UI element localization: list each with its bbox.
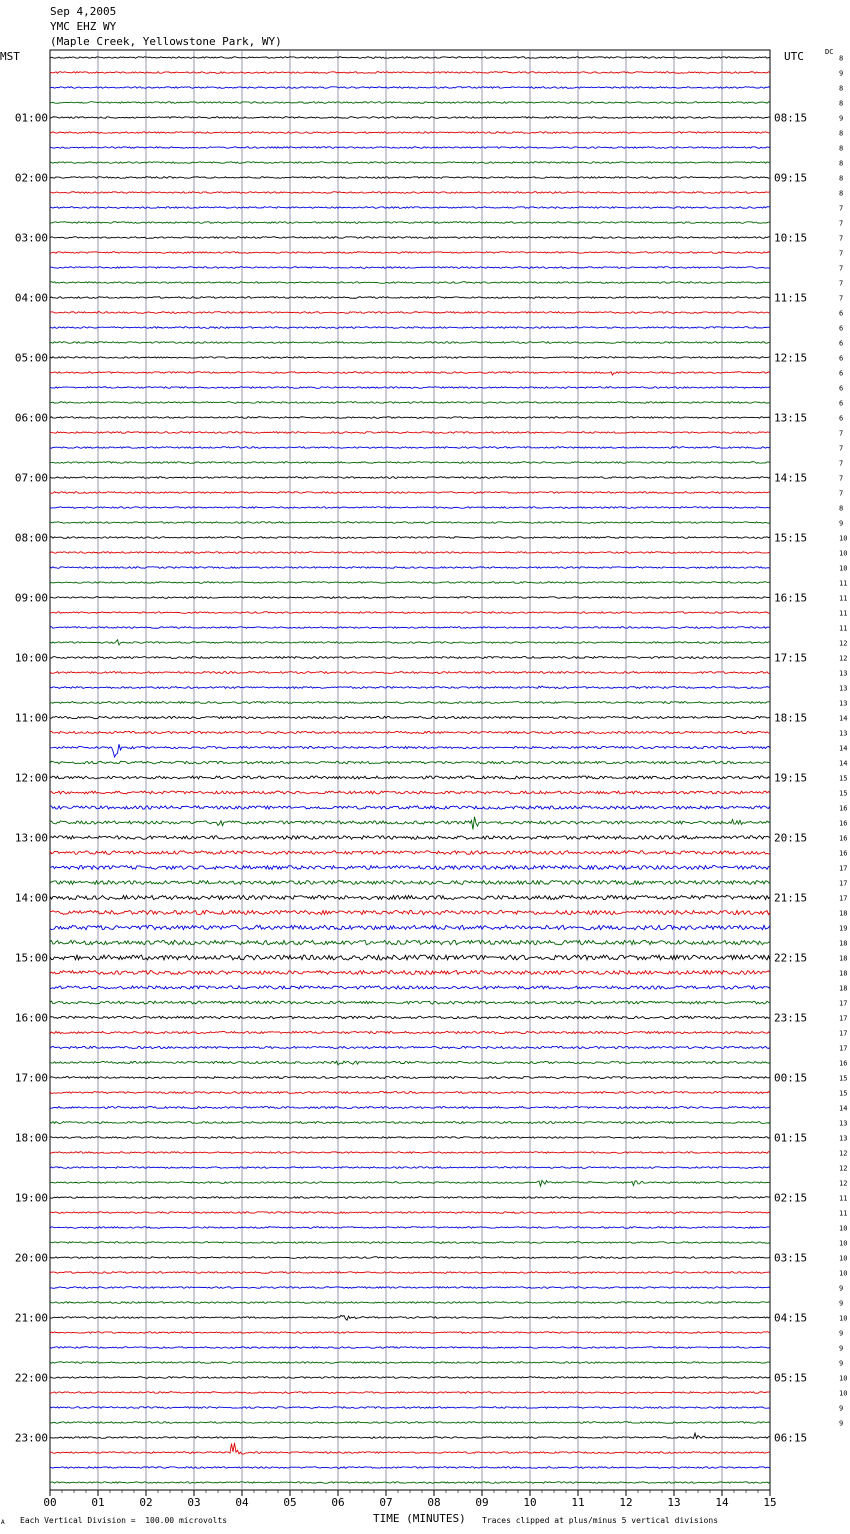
trace-line [50,640,770,645]
x-tick-label: 10 [523,1496,537,1509]
trace-line [50,537,770,539]
dc-offset-label: 6 [839,414,844,423]
mst-hour-label: 16:00 [14,1011,48,1025]
dc-offset-label: 19 [839,924,848,933]
trace-line [50,432,770,434]
trace-line [50,940,770,944]
trace-line [50,462,770,464]
dc-offset-label: 9 [839,69,844,78]
dc-offset-label: 9 [839,1344,844,1353]
dc-offset-label: 15 [839,1074,848,1083]
dc-offset-label: 6 [839,339,844,348]
dc-offset-label: 12 [839,654,848,663]
utc-hour-label: 18:15 [774,711,808,725]
dc-offset-label: 16 [839,819,848,828]
trace-line [50,1031,770,1033]
utc-hour-label: 19:15 [774,771,808,785]
dc-offset-label: 7 [839,489,844,498]
trace-line [50,1122,770,1124]
dc-offset-label: 6 [839,309,844,318]
dc-offset-label: 11 [839,609,848,618]
trace-line [50,492,770,494]
station-location: (Maple Creek, Yellowstone Park, WY) [50,35,282,48]
trace-line [50,372,770,375]
trace-line [50,776,770,779]
mst-hour-label: 12:00 [14,771,48,785]
dc-offset-label: 10 [839,1314,848,1323]
x-axis-title: TIME (MINUTES) [373,1512,466,1525]
dc-offset-label: 9 [839,1299,844,1308]
trace-line [50,1167,770,1169]
trace-line [50,87,770,89]
trace-line [50,177,770,179]
trace-line [50,207,770,209]
utc-hour-label: 04:15 [774,1311,808,1325]
dc-offset-label: 10 [839,564,848,573]
x-tick-label: 08 [427,1496,441,1509]
dc-offset-label: 9 [839,1329,844,1338]
dc-offset-label: 7 [839,249,844,258]
x-tick-label: 03 [187,1496,201,1509]
dc-offset-label: 11 [839,624,848,633]
trace-line [50,925,770,929]
dc-offset-label: 10 [839,1239,848,1248]
trace-line [50,312,770,314]
dc-offset-label: 7 [839,429,844,438]
trace-line [50,761,770,764]
dc-offset-label: 8 [839,84,844,93]
dc-offset-label: 9 [839,1284,844,1293]
dc-offset-label: 9 [839,1404,844,1413]
trace-line [50,1443,770,1454]
x-tick-label: 01 [91,1496,105,1509]
trace-line [50,57,770,59]
utc-hour-label: 23:15 [774,1011,808,1025]
dc-offset-label: 7 [839,279,844,288]
mst-hour-label: 09:00 [14,591,48,605]
utc-hour-label: 21:15 [774,891,808,905]
trace-line [50,1137,770,1139]
record-date: Sep 4,2005 [50,5,117,18]
dc-offset-label: 15 [839,789,848,798]
trace-line [50,1392,770,1394]
dc-offset-label: 13 [839,1134,848,1143]
trace-line [50,1302,770,1304]
x-tick-label: 12 [619,1496,633,1509]
dc-offset-label: 11 [839,1209,848,1218]
x-tick-label: 05 [283,1496,297,1509]
trace-line [50,866,770,870]
trace-line [50,387,770,389]
dc-offset-label: 11 [839,1194,848,1203]
dc-offset-label: 12 [839,1164,848,1173]
trace-line [50,1212,770,1214]
x-tick-label: 11 [571,1496,585,1509]
utc-hour-label: 01:15 [774,1131,808,1145]
trace-line [50,1482,770,1484]
mst-hour-label: 20:00 [14,1251,48,1265]
clipping-note: Traces clipped at plus/minus 5 vertical divisions [482,1516,719,1525]
dc-offset-label: 7 [839,204,844,213]
trace-line [50,1257,770,1259]
dc-offset-label: 6 [839,354,844,363]
mst-hour-label: 18:00 [14,1131,48,1145]
trace-line [50,731,770,733]
utc-hour-label: 16:15 [774,591,808,605]
trace-line [50,971,770,975]
trace-line [50,1467,770,1469]
mst-hour-label: 11:00 [14,711,48,725]
dc-offset-label: 8 [839,159,844,168]
trace-line [50,1272,770,1274]
trace-line [50,447,770,449]
trace-line [50,72,770,74]
mst-hour-label: 10:00 [14,651,48,665]
dc-offset-label: 10 [839,1224,848,1233]
mst-hour-label: 22:00 [14,1371,48,1385]
trace-line [50,162,770,164]
trace-line [50,1077,770,1079]
mst-hour-label: 14:00 [14,891,48,905]
dc-offset-label: 13 [839,684,848,693]
dc-offset-label: 10 [839,1374,848,1383]
mst-hour-label: 21:00 [14,1311,48,1325]
dc-offset-label: 8 [839,129,844,138]
dc-offset-label: 7 [839,474,844,483]
trace-line [50,297,770,299]
x-tick-label: 09 [475,1496,489,1509]
trace-line [50,582,770,584]
mst-hour-label: 05:00 [14,351,48,365]
dc-offset-label: 14 [839,759,848,768]
trace-line [50,1242,770,1244]
trace-line [50,672,770,674]
left-timezone-label: MST [0,50,20,63]
trace-line [50,1377,770,1379]
mst-hour-label: 15:00 [14,951,48,965]
mst-hour-label: 13:00 [14,831,48,845]
trace-line [50,1227,770,1229]
trace-line [50,567,770,569]
plot-frame [50,50,770,1490]
dc-offset-label: 17 [839,1044,848,1053]
trace-line [50,222,770,224]
dc-offset-label: 18 [839,909,848,918]
dc-offset-label: 11 [839,579,848,588]
x-tick-label: 15 [763,1496,777,1509]
dc-offset-label: 13 [839,699,848,708]
x-tick-label: 00 [43,1496,57,1509]
trace-line [50,1152,770,1154]
dc-offset-label: 17 [839,879,848,888]
utc-hour-label: 20:15 [774,831,808,845]
trace-line [50,132,770,134]
dc-offset-label: 9 [839,1419,844,1428]
trace-line [50,102,770,104]
dc-offset-label: 12 [839,1149,848,1158]
dc-offset-label: 10 [839,1389,848,1398]
dc-offset-label: 17 [839,864,848,873]
dc-offset-label: 6 [839,384,844,393]
utc-hour-label: 02:15 [774,1191,808,1205]
trace-line [50,1347,770,1349]
trace-line [50,702,770,704]
utc-hour-label: 05:15 [774,1371,808,1385]
dc-offset-label: 17 [839,1014,848,1023]
trace-line [50,357,770,359]
dc-offset-label: 8 [839,54,844,63]
mst-hour-label: 02:00 [14,171,48,185]
trace-line [50,1433,770,1438]
dc-offset-label: 18 [839,939,848,948]
dc-offset-label: 9 [839,1359,844,1368]
dc-offset-label: 17 [839,894,848,903]
dc-offset-label: 14 [839,1104,848,1113]
dc-offset-label: 13 [839,729,848,738]
trace-line [50,267,770,269]
trace-line [50,147,770,149]
trace-line [50,1332,770,1334]
trace-line [50,716,770,718]
utc-hour-label: 10:15 [774,231,808,245]
trace-line [50,836,770,840]
dc-offset-label: 9 [839,114,844,123]
trace-line [50,237,770,239]
trace-line [50,417,770,419]
dc-offset-label: 13 [839,669,848,678]
trace-line [50,597,770,599]
trace-line [50,477,770,479]
dc-offset-label: 6 [839,399,844,408]
dc-offset-label: 9 [839,519,844,528]
trace-line [50,282,770,284]
trace-line [50,1315,770,1320]
dc-offset-label: 10 [839,534,848,543]
trace-line [50,327,770,329]
utc-hour-label: 17:15 [774,651,808,665]
dc-offset-label: 10 [839,1269,848,1278]
dc-offset-label: 18 [839,954,848,963]
mst-hour-label: 17:00 [14,1071,48,1085]
dc-offset-label: 7 [839,234,844,243]
dc-offset-label: 17 [839,1029,848,1038]
dc-offset-label: 18 [839,969,848,978]
trace-line [50,1061,770,1065]
trace-line [50,612,770,614]
trace-line [50,1197,770,1199]
dc-offset-label: 14 [839,714,848,723]
vertical-scale-note: Each Vertical Division = 100.00 microvolts [20,1516,228,1525]
trace-line [50,910,770,914]
station-code: YMC EHZ WY [50,20,117,33]
trace-line [50,817,770,830]
utc-hour-label: 22:15 [774,951,808,965]
utc-hour-label: 03:15 [774,1251,808,1265]
dc-column-label: DC [825,48,834,56]
dc-offset-label: 6 [839,369,844,378]
utc-hour-label: 12:15 [774,351,808,365]
mst-hour-label: 08:00 [14,531,48,545]
utc-hour-label: 14:15 [774,471,808,485]
trace-line [50,342,770,344]
trace-line [50,1407,770,1409]
mst-hour-label: 04:00 [14,291,48,305]
trace-line [50,744,770,757]
utc-hour-label: 08:15 [774,111,808,125]
x-tick-label: 14 [715,1496,729,1509]
trace-line [50,986,770,989]
utc-hour-label: 15:15 [774,531,808,545]
dc-offset-label: 10 [839,1254,848,1263]
trace-line [50,1016,770,1019]
trace-line [50,686,770,688]
dc-offset-label: 7 [839,444,844,453]
x-tick-label: 06 [331,1496,345,1509]
x-tick-label: 02 [139,1496,153,1509]
trace-line [50,627,770,629]
trace-line [50,806,770,809]
utc-hour-label: 11:15 [774,291,808,305]
utc-hour-label: 00:15 [774,1071,808,1085]
corner-mark: A [1,1519,5,1526]
dc-offset-label: 15 [839,774,848,783]
dc-offset-label: 17 [839,999,848,1008]
dc-offset-label: 14 [839,744,848,753]
trace-line [50,1180,770,1186]
trace-line [50,1107,770,1109]
trace-line [50,252,770,254]
right-timezone-label: UTC [784,50,804,63]
dc-offset-label: 7 [839,219,844,228]
dc-offset-label: 12 [839,639,848,648]
mst-hour-label: 07:00 [14,471,48,485]
dc-offset-label: 7 [839,264,844,273]
dc-offset-label: 18 [839,984,848,993]
trace-line [50,552,770,554]
trace-line [50,1362,770,1364]
mst-hour-label: 01:00 [14,111,48,125]
x-tick-label: 04 [235,1496,249,1509]
trace-line [50,791,770,794]
trace-line [50,192,770,194]
trace-line [50,1287,770,1289]
trace-line [50,851,770,854]
x-tick-label: 13 [667,1496,681,1509]
dc-offset-label: 16 [839,804,848,813]
dc-offset-label: 10 [839,549,848,558]
trace-line [50,1046,770,1048]
trace-line [50,522,770,524]
dc-offset-label: 16 [839,849,848,858]
x-tick-label: 07 [379,1496,393,1509]
dc-offset-label: 8 [839,189,844,198]
trace-line [50,1092,770,1094]
mst-hour-label: 06:00 [14,411,48,425]
trace-line [50,1422,770,1424]
dc-offset-label: 13 [839,1119,848,1128]
trace-line [50,507,770,509]
trace-line [50,955,770,960]
dc-offset-label: 11 [839,594,848,603]
trace-line [50,1001,770,1004]
trace-line [50,881,770,885]
dc-offset-label: 7 [839,294,844,303]
dc-offset-label: 8 [839,99,844,108]
trace-line [50,895,770,899]
mst-hour-label: 19:00 [14,1191,48,1205]
utc-hour-label: 13:15 [774,411,808,425]
trace-line [50,402,770,404]
dc-offset-label: 8 [839,174,844,183]
dc-offset-label: 16 [839,1059,848,1068]
mst-hour-label: 23:00 [14,1431,48,1445]
dc-offset-label: 8 [839,144,844,153]
dc-offset-label: 16 [839,834,848,843]
mst-hour-label: 03:00 [14,231,48,245]
utc-hour-label: 09:15 [774,171,808,185]
dc-offset-label: 7 [839,459,844,468]
dc-offset-label: 6 [839,324,844,333]
trace-line [50,117,770,119]
trace-line [50,657,770,659]
dc-offset-label: 15 [839,1089,848,1098]
utc-hour-label: 06:15 [774,1431,808,1445]
dc-offset-label: 8 [839,504,844,513]
dc-offset-label: 12 [839,1179,848,1188]
